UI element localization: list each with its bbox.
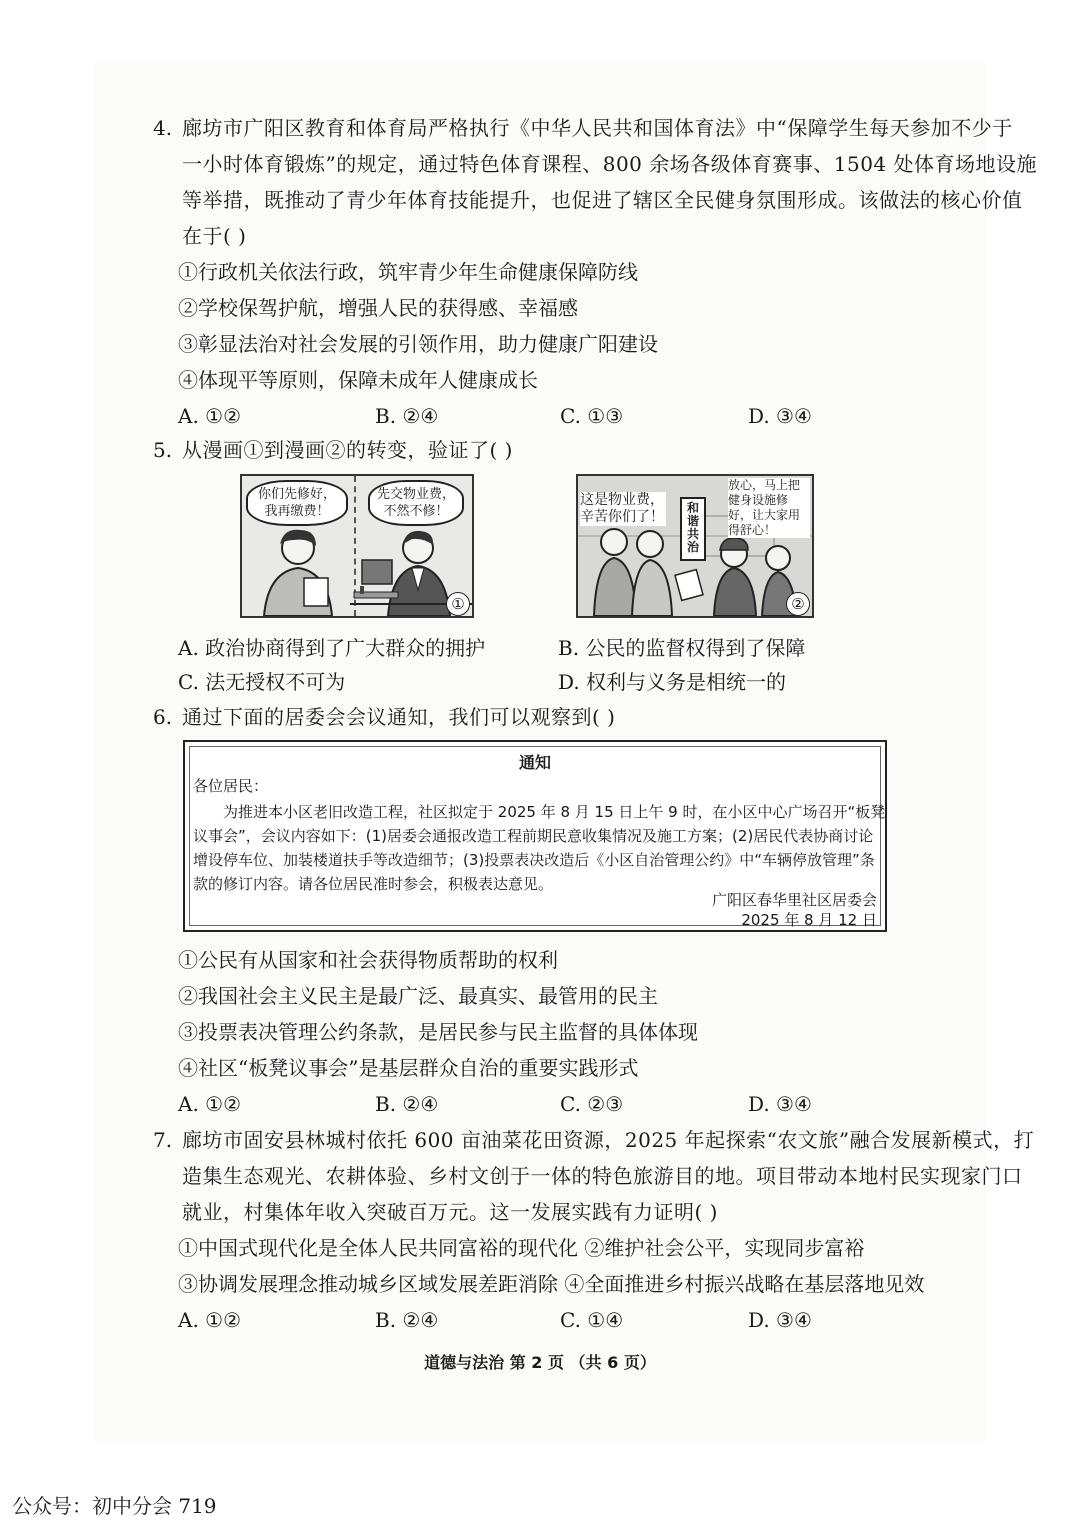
q4-stem-line: 等举措，既推动了青少年体育技能提升，也促进了辖区全民健身氛围形成。该做法的核心价值 [182,188,1023,212]
q5-number: 5. [153,438,173,462]
q7-option: ③协调发展理念推动城乡区域发展差距消除 ④全面推进乡村振兴战略在基层落地见效 [178,1272,925,1296]
q6-choice-a[interactable]: A. ①② [178,1092,242,1116]
notice-date: 2025 年 8 月 12 日 [741,911,877,929]
q7-number: 7. [153,1128,173,1152]
q6-option: ④社区“板凳议事会”是基层群众自治的重要实践形式 [178,1056,639,1080]
q7-choice-c[interactable]: C. ①④ [560,1308,624,1332]
page-footer: 道德与法治 第 2 页 （共 6 页） [424,1353,656,1372]
notice-title: 通知 [518,753,551,772]
cartoon-1-badge: ① [446,592,470,616]
cartoon-1-bubble-left: 你们先修好，我再缴费！ [246,480,348,526]
watermark: 公众号：初中分会 719 [12,1494,217,1518]
q7-option: ①中国式现代化是全体人民共同富裕的现代化 ②维护社会公平，实现同步富裕 [178,1236,865,1260]
q6-option: ②我国社会主义民主是最广泛、最真实、最管用的民主 [178,984,658,1008]
q7-stem-line: 廊坊市固安县林城村依托 600 亩油菜花田资源，2025 年起探索“农文旅”融合发展新模式，打 [182,1128,1035,1152]
q4-option: ④体现平等原则，保障未成年人健康成长 [178,368,538,392]
q6-choice-c[interactable]: C. ②③ [560,1092,624,1116]
q4-choice-d[interactable]: D. ③④ [748,404,812,428]
notice-body-line: 款的修订内容。请各位居民准时参会，积极表达意见。 [193,875,554,893]
q7-stem-line: 就业，村集体年收入突破百万元。这一发展实践有力证明( ) [182,1200,718,1224]
notice-greeting: 各位居民： [193,777,269,795]
q7-stem-line: 造集生态观光、农耕体验、乡村文创于一体的特色旅游目的地。项目带动本地村民实现家门口 [182,1164,1023,1188]
cartoon-1 [240,474,474,618]
q4-stem-line: 廊坊市广阳区教育和体育局严格执行《中华人民共和国体育法》中“保障学生每天参加不少于 [182,116,1013,140]
q4-choice-a[interactable]: A. ①② [178,404,242,428]
q7-choice-b[interactable]: B. ②④ [375,1308,439,1332]
cartoon-2 [576,474,814,618]
q6-stem: 通过下面的居委会会议通知，我们可以观察到( ) [182,705,616,729]
notice-box [183,740,887,932]
q4-choice-b[interactable]: B. ②④ [375,404,439,428]
q5-stem: 从漫画①到漫画②的转变，验证了( ) [182,438,513,462]
q4-stem-line: 一小时体育锻炼”的规定，通过特色体育课程、800 余场各级体育赛事、1504 处体育场地设施 [182,152,1038,176]
q6-number: 6. [153,705,173,729]
q4-option: ③彰显法治对社会发展的引领作用，助力健康广阳建设 [178,332,658,356]
cartoon-2-sign: 和谐共治 [686,501,699,554]
notice-body-line: 为推进本小区老旧改造工程，社区拟定于 2025 年 8 月 15 日上午 9 时，在小区中心广场召开“板凳 [223,803,886,821]
q4-option: ②学校保驾护航，增强人民的获得感、幸福感 [178,296,578,320]
q5-choice-c[interactable]: C. 法无授权不可为 [178,670,346,694]
q4-choice-c[interactable]: C. ①③ [560,404,624,428]
q6-option: ①公民有从国家和社会获得物质帮助的权利 [178,948,558,972]
q5-choice-d[interactable]: D. 权利与义务是相统一的 [558,670,787,694]
notice-body-line: 议事会”，会议内容如下：(1)居委会通报改造工程前期民意收集情况及施工方案；(2)居民代表协商讨论 [193,827,874,845]
cartoon-1-bubble-right: 先交物业费，不然不修！ [368,480,464,526]
q6-choice-d[interactable]: D. ③④ [748,1092,812,1116]
cartoon-2-badge: ② [786,592,810,616]
q4-number: 4. [153,116,173,140]
cartoon-1-figures [242,526,472,616]
cartoon-2-bubble-right: 放心，马上把健身设施修好，让大家用得舒心！ [728,478,810,538]
q6-choice-b[interactable]: B. ②④ [375,1092,439,1116]
q7-choice-d[interactable]: D. ③④ [748,1308,812,1332]
q7-choice-a[interactable]: A. ①② [178,1308,242,1332]
notice-sign: 广阳区春华里社区居委会 [711,891,877,909]
notice-body-line: 增设停车位、加装楼道扶手等改造细节；(3)投票表决改造后《小区自治管理公约》中“车辆停放管理”条 [193,851,875,869]
cartoon-2-bubble-left: 这是物业费，辛苦你们了！ [580,492,664,525]
q4-option: ①行政机关依法行政，筑牢青少年生命健康保障防线 [178,260,638,284]
q6-option: ③投票表决管理公约条款，是居民参与民主监督的具体体现 [178,1020,698,1044]
q5-choice-a[interactable]: A. 政治协商得到了广大群众的拥护 [178,636,486,660]
q5-choice-b[interactable]: B. 公民的监督权得到了保障 [558,636,806,660]
q4-stem-line: 在于( ) [182,224,247,248]
